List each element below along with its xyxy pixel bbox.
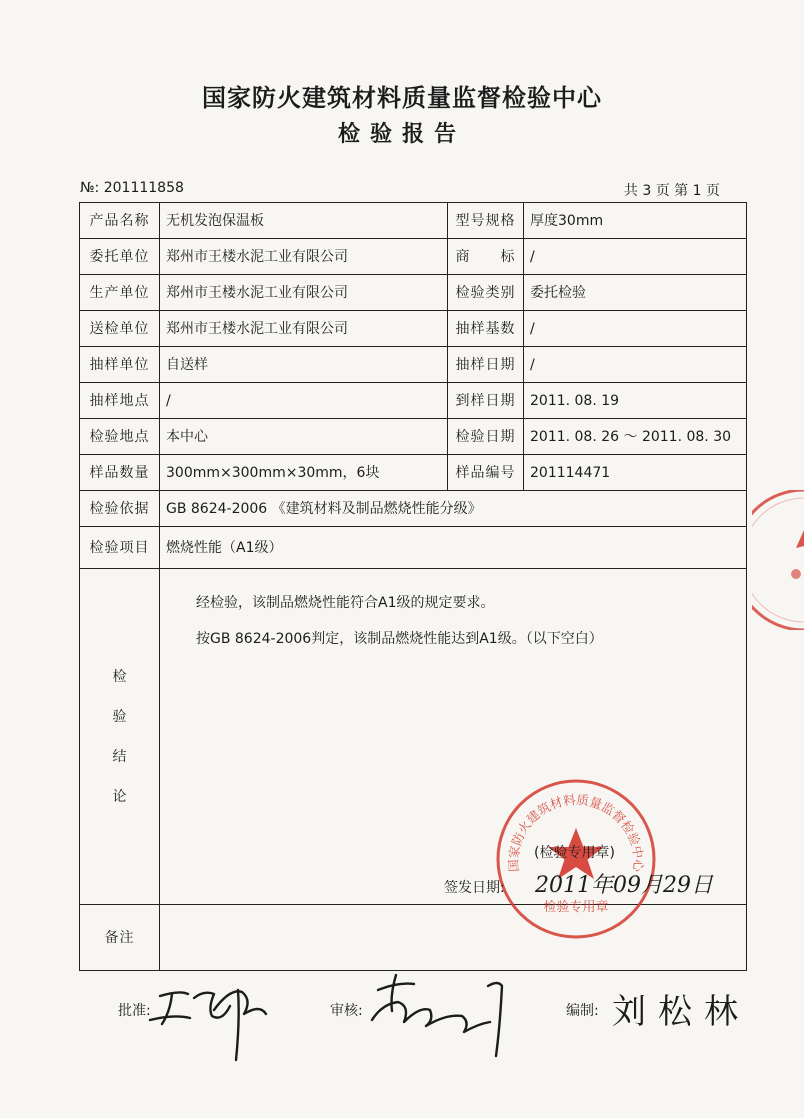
conclusion-line-2: 按GB 8624-2006判定，该制品燃烧性能达到A1级。（以下空白） <box>196 631 603 647</box>
remarks-value <box>160 905 747 971</box>
brand-value: / <box>524 239 747 275</box>
doc-title: 检验报告 <box>337 122 466 147</box>
basis-label: 检验依据 <box>80 491 160 527</box>
report-number: №: 201111858 <box>80 180 184 196</box>
conclusion-line-1: 经检验，该制品燃烧性能符合A1级的规定要求。 <box>196 595 495 611</box>
partial-seal-icon <box>752 490 804 630</box>
stamp-note: (检验专用章) <box>534 845 615 861</box>
conclusion-body <box>160 569 747 905</box>
basis-value: GB 8624-2006 《建筑材料及制品燃烧性能分级》 <box>160 491 747 527</box>
model-label: 型号规格 <box>448 203 524 239</box>
page-info: 共 3 页 第 1 页 <box>623 183 720 199</box>
sampling-unit-label: 抽样单位 <box>80 347 160 383</box>
manufacturer-value: 郑州市王楼水泥工业有限公司 <box>160 275 448 311</box>
seal-bottom-text: 检验专用章 <box>543 900 609 915</box>
manufacturer-label: 生产单位 <box>80 275 160 311</box>
brand-label: 商 标 <box>448 239 524 275</box>
sample-no-label: 样品编号 <box>448 455 524 491</box>
inspection-type-label: 检验类别 <box>448 275 524 311</box>
arrival-date-label: 到样日期 <box>448 383 524 419</box>
items-label: 检验项目 <box>80 527 160 569</box>
sampling-place-label: 抽样地点 <box>80 383 160 419</box>
compile-label: 编制: <box>566 1003 599 1019</box>
inspection-date-label: 检验日期 <box>448 419 524 455</box>
sampling-unit-value: 自送样 <box>160 347 448 383</box>
approver-signature <box>150 990 266 1060</box>
client-value: 郑州市王楼水泥工业有限公司 <box>160 239 448 275</box>
sample-base-label: 抽样基数 <box>448 311 524 347</box>
remarks-label: 备注 <box>80 905 160 971</box>
issue-date-label: 签发日期: <box>444 880 505 896</box>
submitter-label: 送检单位 <box>80 311 160 347</box>
arrival-date-value: 2011. 08. 19 <box>524 383 747 419</box>
conclusion-label <box>80 569 160 905</box>
inspection-place-value: 本中心 <box>160 419 448 455</box>
sample-qty-label: 样品数量 <box>80 455 160 491</box>
org-title: 国家防火建筑材料质量监督检验中心 <box>202 84 602 112</box>
review-label: 审核: <box>330 1003 363 1019</box>
conclusion-label-char: 验 <box>112 708 127 725</box>
inspection-date-value: 2011. 08. 26 ～ 2011. 08. 30 <box>524 419 747 455</box>
sample-no-value: 201114471 <box>524 455 747 491</box>
compiler-name: 刘松林 <box>612 992 750 1032</box>
items-value: 燃烧性能（A1级） <box>160 527 747 569</box>
conclusion-label-char: 检 <box>112 668 127 685</box>
approve-label: 批准: <box>118 1003 151 1019</box>
seal-text: 国家防火建筑材料质量监督检验中心 <box>505 792 647 873</box>
sample-qty-value: 300mm×300mm×30mm，6块 <box>160 455 448 491</box>
sampling-date-value: / <box>524 347 747 383</box>
sampling-date-label: 抽样日期 <box>448 347 524 383</box>
submitter-value: 郑州市王楼水泥工业有限公司 <box>160 311 448 347</box>
reviewer-signature <box>372 975 502 1056</box>
inspection-type-value: 委托检验 <box>524 275 747 311</box>
issue-date-handwritten: 2011年09月29日 <box>535 873 713 898</box>
inspection-place-label: 检验地点 <box>80 419 160 455</box>
product-name-value: 无机发泡保温板 <box>160 203 448 239</box>
sampling-place-value: / <box>160 383 448 419</box>
model-value: 厚度30mm <box>524 203 747 239</box>
conclusion-label-char: 结 <box>112 748 127 765</box>
conclusion-label-char: 论 <box>112 788 127 805</box>
product-name-label: 产品名称 <box>80 203 160 239</box>
client-label: 委托单位 <box>80 239 160 275</box>
sample-base-value: / <box>524 311 747 347</box>
